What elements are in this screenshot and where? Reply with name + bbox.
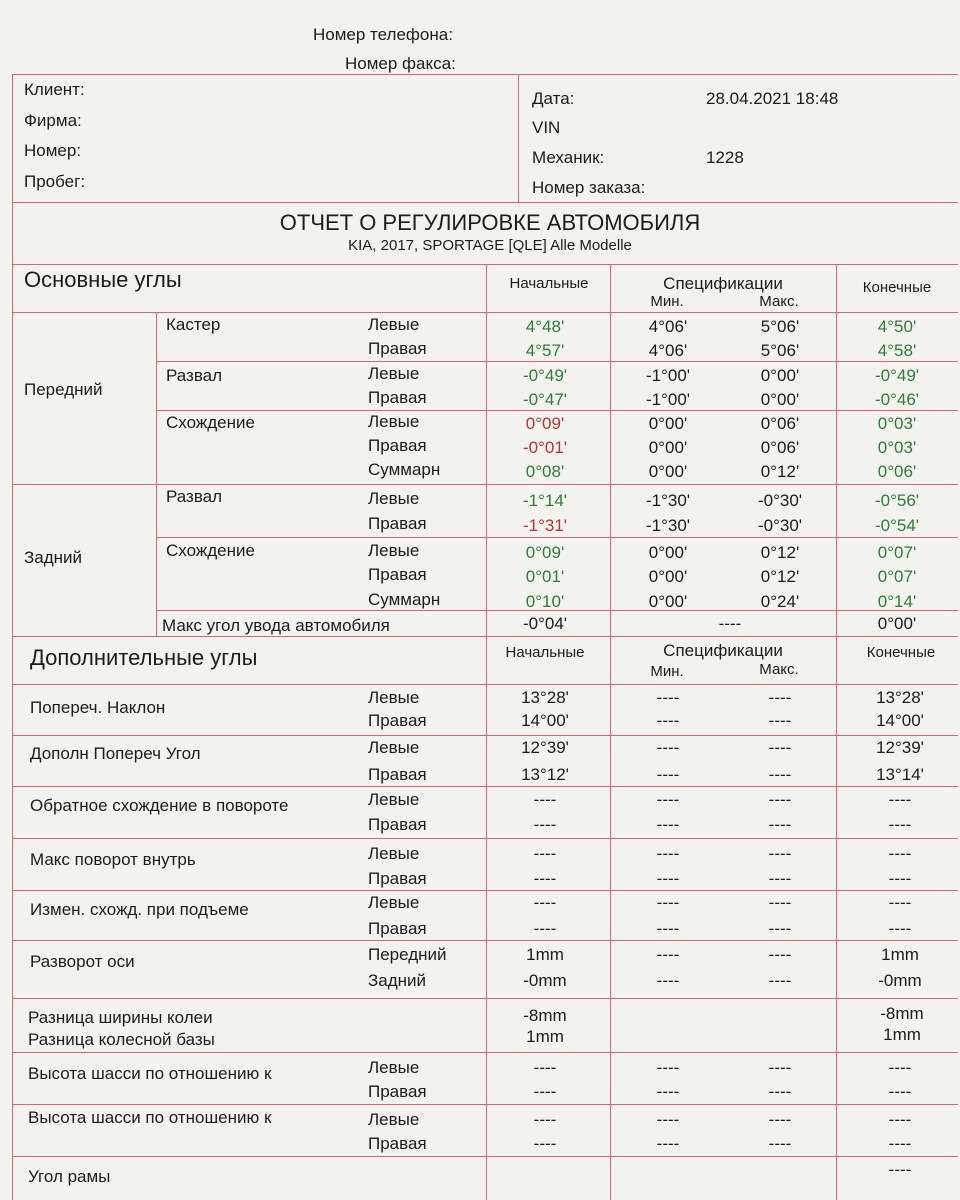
frame-angle-final: ---- [888, 1160, 912, 1179]
front-toe-label: Схождение [166, 413, 255, 432]
ride1-right-max: ---- [768, 1082, 792, 1101]
thrust-final: 0°00' [877, 614, 917, 633]
max-turn-right-side: Правая [368, 869, 427, 888]
ride1-left-max: ---- [768, 1058, 792, 1077]
r-camber-r-final: -0°54' [874, 516, 920, 535]
r-toe-t-initial: 0°10' [525, 592, 565, 611]
toe-out-left-initial: ---- [533, 790, 557, 809]
main-heading: Основные углы [24, 267, 182, 292]
r-camber-r-max: -0°30' [757, 516, 803, 535]
report-title: ОТЧЕТ О РЕГУЛИРОВКЕ АВТОМОБИЛЯ [279, 210, 701, 235]
f-caster-l-max: 5°06' [760, 317, 800, 336]
r-toe-r-initial: 0°01' [525, 567, 565, 586]
toe-out-left-final: ---- [888, 790, 912, 809]
ride2-right-initial: ---- [533, 1134, 557, 1153]
ride-height-2-label: Высота шасси по отношению к [28, 1108, 272, 1127]
wheelbase-diff-label: Разница колесной базы [28, 1030, 215, 1049]
toe-lift-left-max: ---- [768, 893, 792, 912]
sai-right-final: 14°00' [876, 711, 924, 730]
ride2-right-final: ---- [888, 1134, 912, 1153]
ride1-right-min: ---- [656, 1082, 680, 1101]
f-toe-t-max: 0°12' [760, 462, 800, 481]
f-toe-l-max: 0°06' [760, 414, 800, 433]
r-toe-l-initial: 0°09' [525, 543, 565, 562]
setback-label: Разворот оси [30, 952, 135, 971]
r-toe-r-max: 0°12' [760, 567, 800, 586]
incl-left-min: ---- [656, 738, 680, 757]
toe-lift-left-side: Левые [368, 893, 420, 912]
sai-right-side: Правая [368, 711, 427, 730]
f-caster-r-max: 5°06' [760, 341, 800, 360]
ride2-right-side: Правая [368, 1134, 427, 1153]
r-toe-l-final: 0°07' [877, 543, 917, 562]
f-toe-t-side: Суммарн [368, 460, 441, 479]
wheelbase-diff-initial: 1mm [526, 1027, 564, 1046]
toe-out-right-final: ---- [888, 815, 912, 834]
setback-front-initial: 1mm [526, 945, 564, 964]
f-camber-l-max: 0°00' [760, 366, 800, 385]
incl-left-max: ---- [768, 738, 792, 757]
r-toe-t-min: 0°00' [648, 592, 688, 611]
toe-lift-right-min: ---- [656, 919, 680, 938]
toe-lift-right-max: ---- [768, 919, 792, 938]
f-caster-l-side: Левые [368, 315, 420, 334]
incl-left-initial: 12°39' [521, 738, 569, 757]
r-camber-r-min: -1°30' [645, 516, 691, 535]
mechanic-value: 1228 [706, 148, 744, 167]
setback-rear-initial: -0mm [523, 971, 567, 990]
thrust-label: Макс угол увода автомобиля [162, 616, 390, 635]
f-toe-l-initial: 0°09' [525, 414, 565, 433]
setback-front-max: ---- [768, 945, 792, 964]
ride2-left-max: ---- [768, 1110, 792, 1129]
thrust-init: -0°04' [522, 614, 568, 633]
sai-left-side: Левые [368, 688, 420, 707]
max-turn-right-final: ---- [888, 869, 912, 888]
r-toe-r-final: 0°07' [877, 567, 917, 586]
setback-rear-final: -0mm [878, 971, 922, 990]
setback-front-min: ---- [656, 945, 680, 964]
f-camber-l-initial: -0°49' [522, 366, 568, 385]
setback-front-side: Передний [368, 945, 447, 964]
toe-lift-right-side: Правая [368, 919, 427, 938]
incl-right-min: ---- [656, 765, 680, 784]
f-toe-l-final: 0°03' [877, 414, 917, 433]
ride1-left-initial: ---- [533, 1058, 557, 1077]
mileage-label: Пробег: [24, 172, 86, 191]
incl-right-final: 13°14' [876, 765, 924, 784]
rear-camber-label: Развал [166, 487, 223, 506]
f-caster-l-final: 4°50' [877, 317, 917, 336]
r-toe-t-max: 0°24' [760, 592, 800, 611]
f-toe-r-final: 0°03' [877, 438, 917, 457]
max-turn-left-side: Левые [368, 844, 420, 863]
toe-out-right-initial: ---- [533, 815, 557, 834]
main-col-initial: Начальные [509, 275, 589, 292]
max-turn-label: Макс поворот внутрь [30, 850, 196, 869]
f-camber-r-max: 0°00' [760, 390, 800, 409]
max-turn-right-max: ---- [768, 869, 792, 888]
extra-heading: Дополнительные углы [30, 645, 258, 670]
sai-left-min: ---- [656, 688, 680, 707]
frame-angle-label: Угол рамы [28, 1167, 111, 1186]
extra-col-final: Конечные [866, 644, 936, 661]
ride1-right-initial: ---- [533, 1082, 557, 1101]
client-label: Клиент: [24, 80, 85, 99]
toe-out-right-side: Правая [368, 815, 427, 834]
toe-out-label: Обратное схождение в повороте [30, 796, 289, 815]
sai-right-max: ---- [768, 711, 792, 730]
toe-out-right-max: ---- [768, 815, 792, 834]
f-toe-l-min: 0°00' [648, 414, 688, 433]
ride1-left-final: ---- [888, 1058, 912, 1077]
setback-front-final: 1mm [881, 945, 919, 964]
group-rear: Задний [24, 548, 83, 567]
max-turn-left-final: ---- [888, 844, 912, 863]
f-toe-r-max: 0°06' [760, 438, 800, 457]
f-camber-r-min: -1°00' [645, 390, 691, 409]
sai-left-initial: 13°28' [521, 688, 569, 707]
ride-height-1-label: Высота шасси по отношению к [28, 1064, 272, 1083]
fax-label: Номер факса: [345, 54, 456, 73]
ride1-left-side: Левые [368, 1058, 420, 1077]
thrust-spec: ---- [718, 614, 742, 633]
extra-col-max: Макс. [759, 661, 799, 678]
wheelbase-diff-final: 1mm [883, 1025, 921, 1044]
date-label: Дата: [532, 89, 575, 108]
toe-lift-left-min: ---- [656, 893, 680, 912]
f-camber-l-final: -0°49' [874, 366, 920, 385]
sai-left-max: ---- [768, 688, 792, 707]
setback-rear-side: Задний [368, 971, 427, 990]
f-toe-t-initial: 0°08' [525, 462, 565, 481]
sai-right-initial: 14°00' [521, 711, 569, 730]
incl-right-max: ---- [768, 765, 792, 784]
sai-left-final: 13°28' [876, 688, 924, 707]
r-toe-l-side: Левые [368, 541, 420, 560]
r-toe-r-side: Правая [368, 565, 427, 584]
r-camber-l-max: -0°30' [757, 491, 803, 510]
max-turn-right-min: ---- [656, 869, 680, 888]
r-toe-r-min: 0°00' [648, 567, 688, 586]
incl-left-side: Левые [368, 738, 420, 757]
f-toe-l-side: Левые [368, 412, 420, 431]
r-camber-l-final: -0°56' [874, 491, 920, 510]
sai-label: Попереч. Наклон [30, 698, 166, 717]
ride1-left-min: ---- [656, 1058, 680, 1077]
toe-out-right-min: ---- [656, 815, 680, 834]
r-toe-l-min: 0°00' [648, 543, 688, 562]
toe-lift-right-initial: ---- [533, 919, 557, 938]
r-camber-l-side: Левые [368, 489, 420, 508]
f-toe-r-initial: -0°01' [522, 438, 568, 457]
f-toe-r-side: Правая [368, 436, 427, 455]
extra-col-spec: Спецификации [663, 641, 783, 660]
extra-col-min: Мин. [650, 663, 684, 680]
firm-label: Фирма: [24, 111, 82, 130]
mechanic-label: Механик: [532, 148, 605, 167]
main-col-min: Мин. [650, 293, 684, 310]
incl-right-initial: 13°12' [521, 765, 569, 784]
f-camber-r-initial: -0°47' [522, 390, 568, 409]
toe-lift-label: Измен. схожд. при подъеме [30, 900, 249, 919]
front-camber-label: Развал [166, 366, 223, 385]
number-label: Номер: [24, 141, 82, 160]
incl-label: Дополн Попереч Угол [30, 744, 201, 763]
ride2-left-side: Левые [368, 1110, 420, 1129]
extra-col-initial: Начальные [505, 644, 585, 661]
r-camber-l-initial: -1°14' [522, 491, 568, 510]
toe-out-left-side: Левые [368, 790, 420, 809]
sai-right-min: ---- [656, 711, 680, 730]
date-value: 28.04.2021 18:48 [706, 89, 839, 108]
setback-rear-min: ---- [656, 971, 680, 990]
f-camber-l-min: -1°00' [645, 366, 691, 385]
ride1-right-side: Правая [368, 1082, 427, 1101]
caster-label: Кастер [166, 315, 221, 334]
f-caster-l-initial: 4°48' [525, 317, 565, 336]
r-toe-l-max: 0°12' [760, 543, 800, 562]
f-toe-t-final: 0°06' [877, 462, 917, 481]
max-turn-left-min: ---- [656, 844, 680, 863]
toe-lift-right-final: ---- [888, 919, 912, 938]
group-front: Передний [24, 380, 103, 399]
ride2-left-final: ---- [888, 1110, 912, 1129]
f-camber-l-side: Левые [368, 364, 420, 383]
toe-out-left-max: ---- [768, 790, 792, 809]
ride2-right-max: ---- [768, 1134, 792, 1153]
r-camber-r-initial: -1°31' [522, 516, 568, 535]
max-turn-left-initial: ---- [533, 844, 557, 863]
ride1-right-final: ---- [888, 1082, 912, 1101]
toe-lift-left-final: ---- [888, 893, 912, 912]
track-diff-final: -8mm [880, 1004, 924, 1023]
f-caster-r-min: 4°06' [648, 341, 688, 360]
main-col-spec: Спецификации [663, 274, 783, 293]
f-caster-r-side: Правая [368, 339, 427, 358]
incl-left-final: 12°39' [876, 738, 924, 757]
main-col-max: Макс. [759, 293, 799, 310]
f-caster-l-min: 4°06' [648, 317, 688, 336]
setback-rear-max: ---- [768, 971, 792, 990]
track-diff-label: Разница ширины колеи [28, 1008, 213, 1027]
phone-label: Номер телефона: [313, 25, 453, 44]
f-camber-r-final: -0°46' [874, 390, 920, 409]
incl-right-side: Правая [368, 765, 427, 784]
r-toe-t-side: Суммарн [368, 590, 441, 609]
track-diff-initial: -8mm [523, 1006, 567, 1025]
ride2-left-initial: ---- [533, 1110, 557, 1129]
r-toe-t-final: 0°14' [877, 592, 917, 611]
report-subtitle: KIA, 2017, SPORTAGE [QLE] Alle Modelle [348, 237, 632, 254]
max-turn-right-initial: ---- [533, 869, 557, 888]
toe-out-left-min: ---- [656, 790, 680, 809]
ride2-left-min: ---- [656, 1110, 680, 1129]
f-camber-r-side: Правая [368, 388, 427, 407]
order-label: Номер заказа: [532, 178, 646, 197]
f-caster-r-final: 4°58' [877, 341, 917, 360]
max-turn-left-max: ---- [768, 844, 792, 863]
main-col-final: Конечные [862, 279, 932, 296]
r-camber-r-side: Правая [368, 514, 427, 533]
rear-toe-label: Схождение [166, 541, 255, 560]
toe-lift-left-initial: ---- [533, 893, 557, 912]
vin-label: VIN [532, 118, 561, 137]
f-toe-r-min: 0°00' [648, 438, 688, 457]
f-toe-t-min: 0°00' [648, 462, 688, 481]
ride2-right-min: ---- [656, 1134, 680, 1153]
r-camber-l-min: -1°30' [645, 491, 691, 510]
f-caster-r-initial: 4°57' [525, 341, 565, 360]
